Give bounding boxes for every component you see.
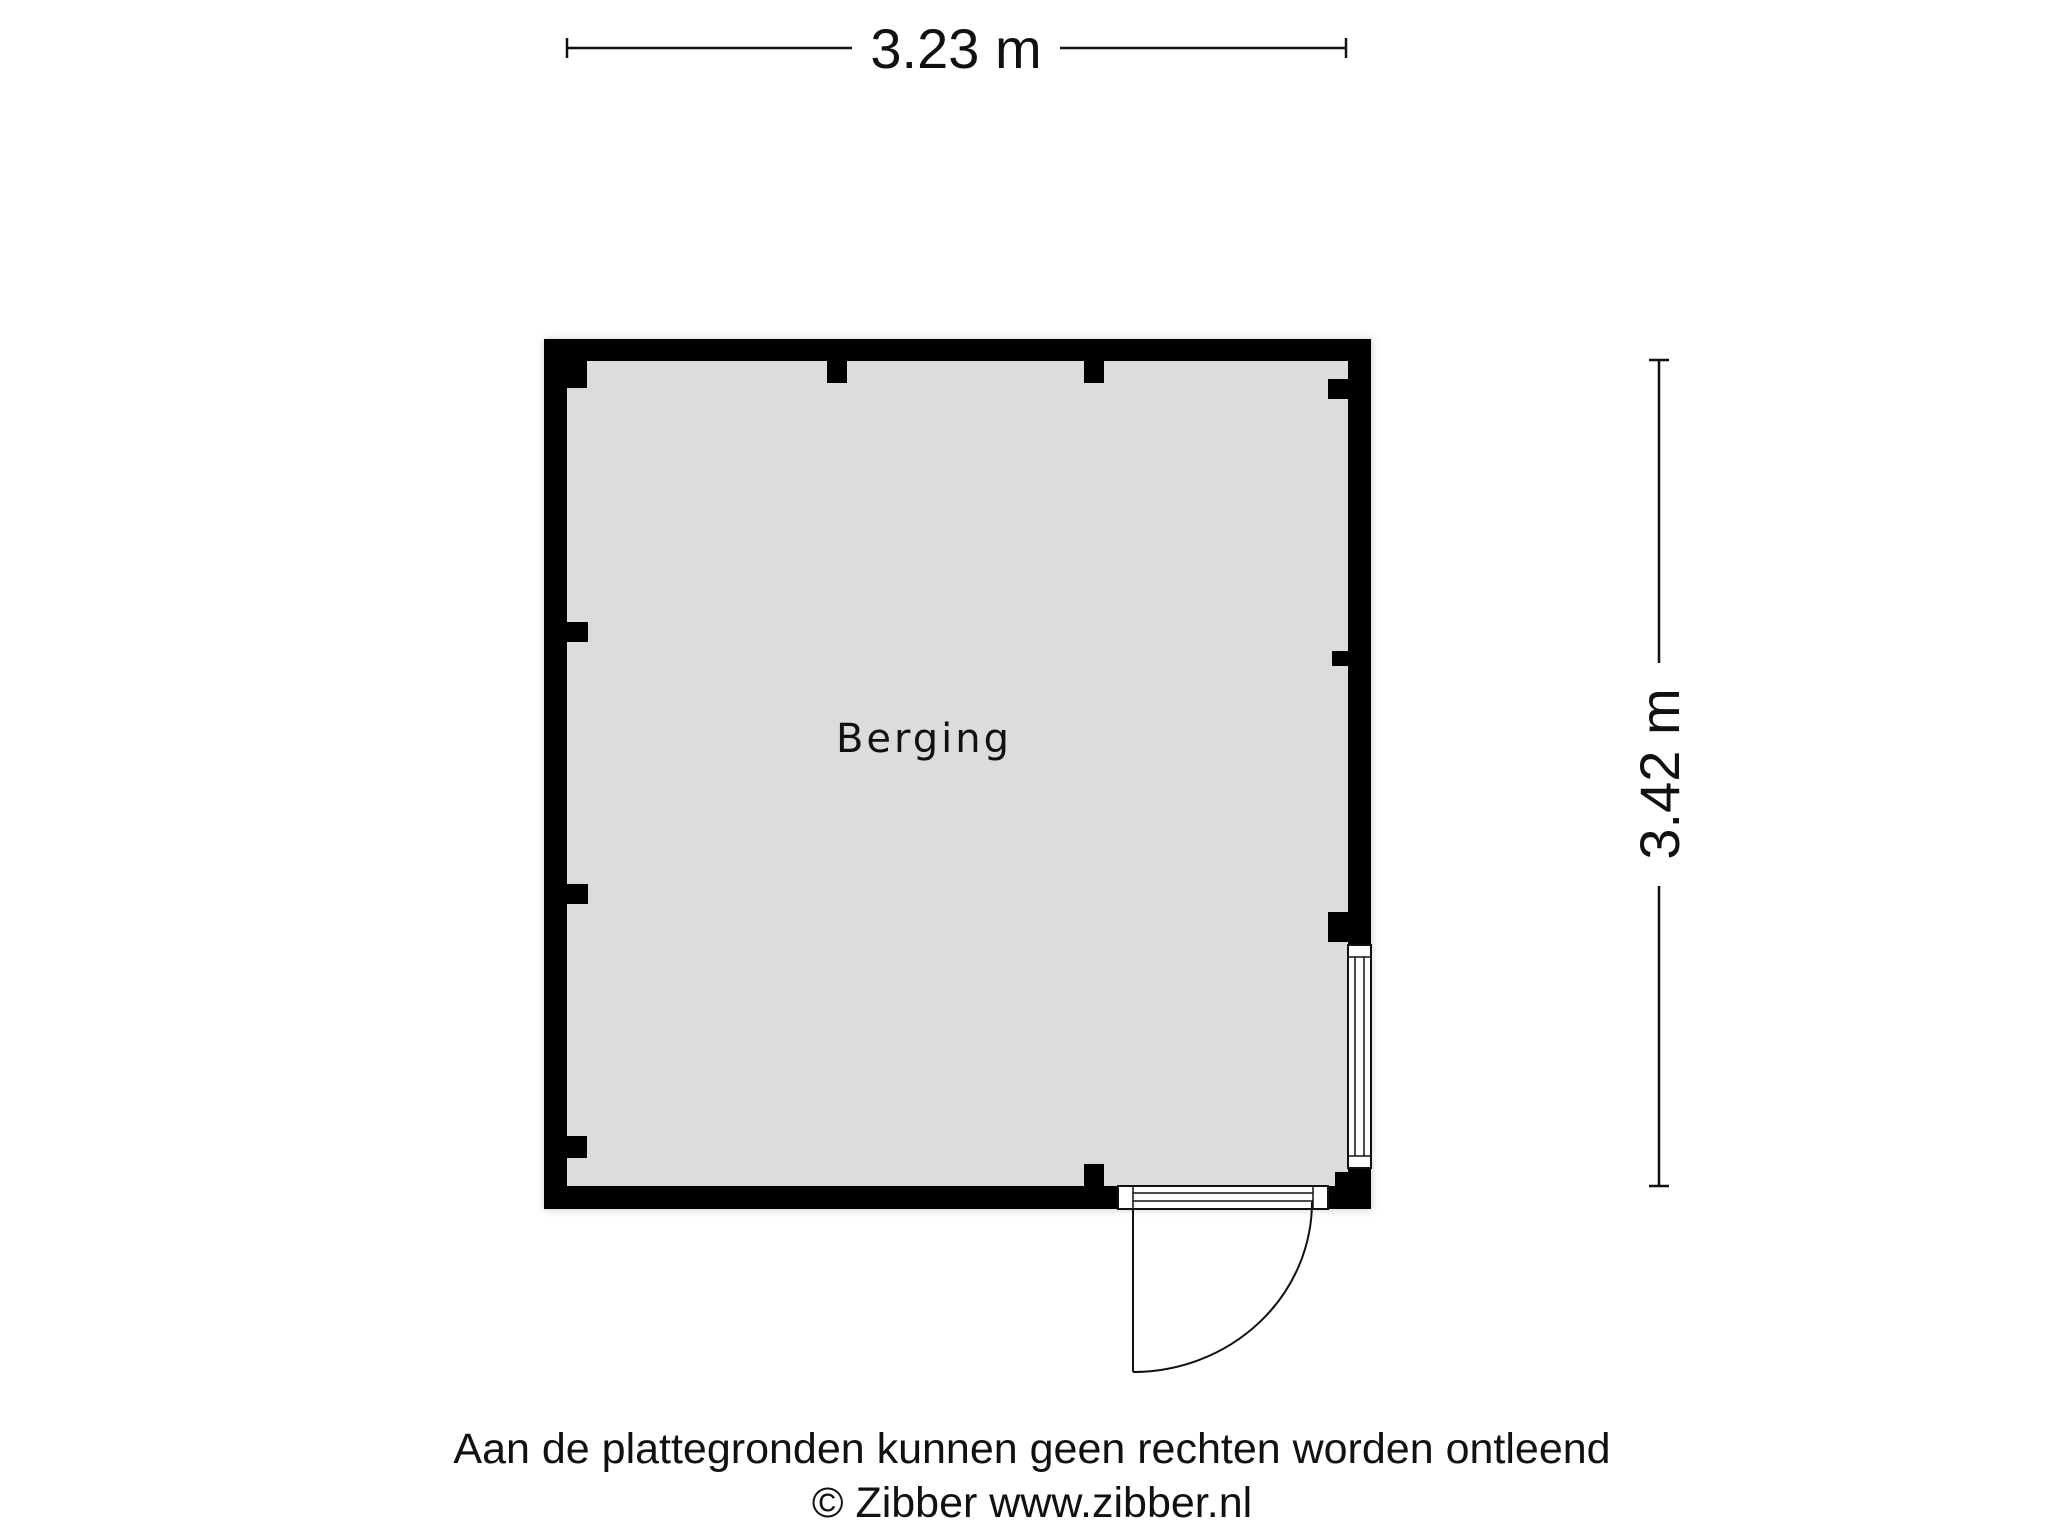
- wall-left: [544, 339, 567, 1209]
- door-swing-arc: [1133, 1202, 1312, 1372]
- post: [827, 361, 847, 383]
- post: [1328, 912, 1348, 942]
- post: [1084, 361, 1104, 383]
- post: [1335, 1172, 1348, 1186]
- room-label: Berging: [835, 716, 1013, 762]
- wall-top: [544, 339, 1371, 361]
- post: [567, 884, 588, 904]
- post: [1328, 379, 1348, 399]
- post: [567, 622, 588, 642]
- door-bottom: [1118, 1186, 1328, 1372]
- wall-right-upper: [1348, 339, 1371, 945]
- wall-bottom-left: [544, 1186, 1118, 1209]
- post: [1332, 651, 1348, 666]
- post: [567, 1136, 587, 1158]
- copyright-text: © Zibber www.zibber.nl: [811, 1479, 1253, 1527]
- room-floor: [567, 361, 1348, 1186]
- width-dimension-label: 3.23 m: [870, 17, 1042, 80]
- height-dimension: [1628, 360, 1691, 1186]
- width-dimension: [567, 17, 1346, 80]
- door-frame: [1118, 1186, 1328, 1209]
- window-right: [1348, 945, 1371, 1168]
- wall-bottom-right: [1328, 1186, 1371, 1209]
- window-frame: [1348, 945, 1371, 1168]
- post: [567, 361, 587, 388]
- height-dimension-label: 3.42 m: [1628, 688, 1691, 860]
- disclaimer-text: Aan de plattegronden kunnen geen rechten worden ontleend: [453, 1425, 1611, 1473]
- post: [1084, 1164, 1104, 1186]
